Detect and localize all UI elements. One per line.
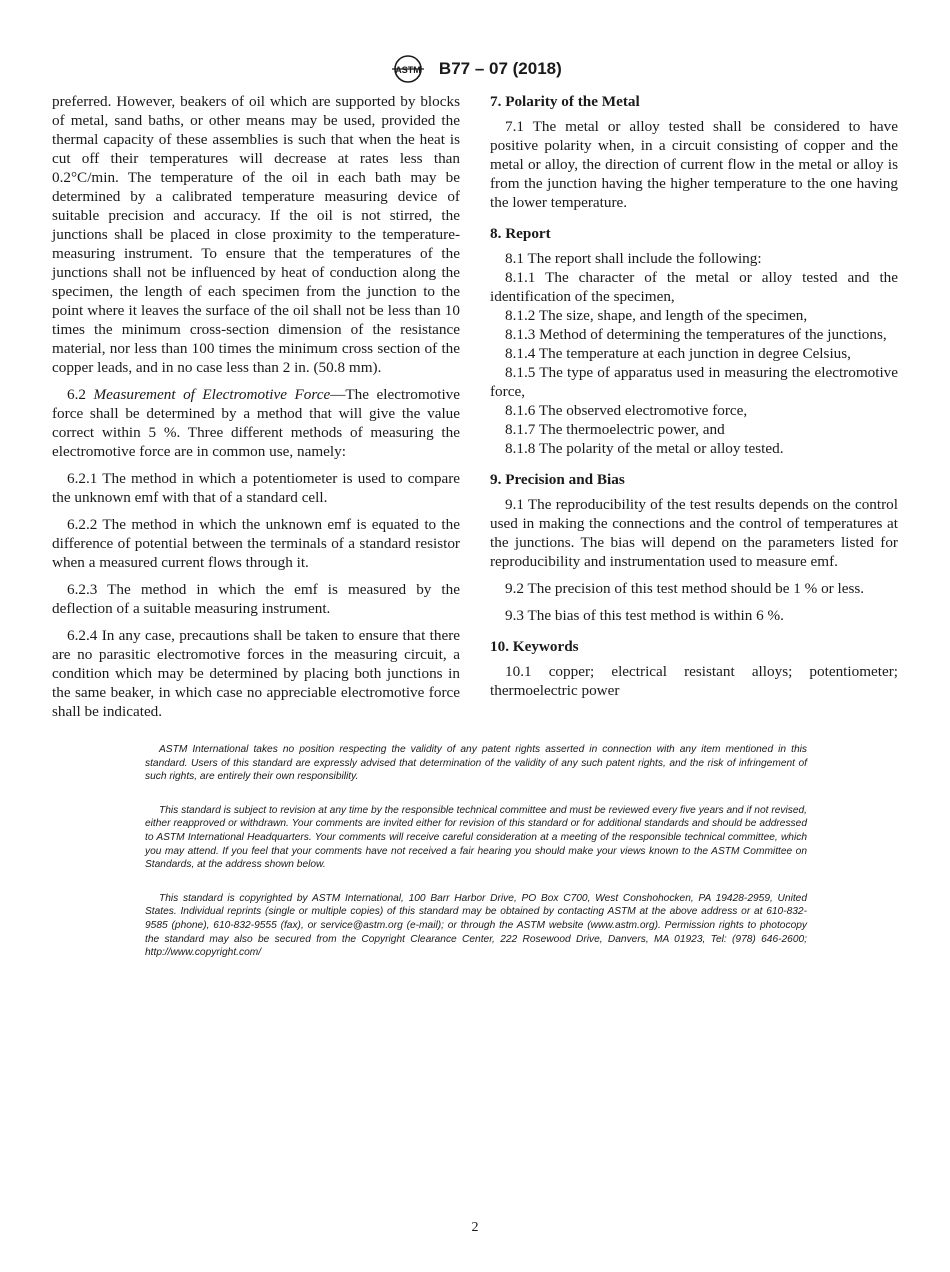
legal-footer <box>145 743 807 980</box>
section-8-1-7: 8.1.7 The thermoelectric power, and <box>505 421 725 438</box>
section-8-1: 8.1 The report shall include the following: <box>505 250 762 267</box>
section-6-2-title: Measurement of Electromotive Force <box>93 386 331 403</box>
section-8-1-8: 8.1.8 The polarity of the metal or alloy tested. <box>505 440 784 457</box>
section-9-heading: 9. Precision and Bias <box>490 471 625 488</box>
section-8-heading: 8. Report <box>490 225 551 242</box>
section-6-2-2: 6.2.2 The method in which the unknown emf is equated to the difference of potential between the terminals of a standard resistor when a measured current flows through it. <box>52 516 460 571</box>
section-10-heading: 10. Keywords <box>490 638 579 655</box>
astm-logo-text: ASTM <box>395 65 421 75</box>
section-8-1-3: 8.1.3 Method of determining the temperatures of the junctions, <box>505 326 887 343</box>
paragraph-continued: preferred. However, beakers of oil which are supported by blocks of metal, sand baths, or other means may be used, provided the thermal capacity of these assemblies is such that when the heat is cut off their temperatures will decrease at rates less than 0.2°C/min. The temperature of the oil in each bath may be determined by a calibrated temperature measuring device of suitable precision and accuracy. If the oil is not stirred, the junctions shall be placed in close proximity to the temperature-measuring instrument. To ensure that the temperatures of the junctions shall not be influenced by heat of conduction along the specimen, the length of each specimen from the junction to the point where it leaves the surface of the oil shall not be less than 10 times the minimum cross-section dimension of the resistance material, nor less than 100 times the minimum cross section of the copper leads, and in no case less than 2 in. (50.8 mm). <box>52 93 460 376</box>
section-6-2-number: 6.2 <box>67 386 86 403</box>
right-column <box>490 92 898 708</box>
section-6-2-1: 6.2.1 The method in which a potentiometer is used to compare the unknown emf with that of a standard cell. <box>52 470 460 506</box>
section-8-1-1: 8.1.1 The character of the metal or alloy tested and the identification of the specimen, <box>490 269 898 305</box>
section-6-2-3: 6.2.3 The method in which the emf is measured by the deflection of a suitable measuring instrument. <box>52 581 460 617</box>
section-9-1: 9.1 The reproducibility of the test results depends on the control used in making the connections and the control of temperatures at the junctions. The bias will depend on the parameters listed for reproducibility and instrumentation used to measure emf. <box>490 496 898 570</box>
section-8-1-5: 8.1.5 The type of apparatus used in measuring the electromotive force, <box>490 364 898 400</box>
document-designation: B77 – 07 (2018) <box>438 59 562 78</box>
section-7-1: 7.1 The metal or alloy tested shall be considered to have positive polarity when, in a circuit consisting of copper and the metal or alloy, the direction of current flow in the metal or alloy is from the junction having the higher temperature to the one having the lower temperature. <box>490 118 898 211</box>
section-10-1: 10.1 copper; electrical resistant alloys; potentiometer; thermoelectric power <box>490 663 898 699</box>
footer-patent-notice: ASTM International takes no position respecting the validity of any patent rights asserted in connection with any item mentioned in this standard. Users of this standard are expressly advised that determination of the validity of any such patent rights, and the risk of infringement of such rights, are entirely their own responsibility. <box>145 744 807 783</box>
footer-copyright-notice: This standard is copyrighted by ASTM International, 100 Barr Harbor Drive, PO Box C700, West Conshohocken, PA 19428-2959, United States. Individual reprints (single or multiple copies) of this standard may be obtained by contacting ASTM at the above address or at 610-832-9585 (phone), 610-832-9555 (fax), or service@astm.org (e-mail); or through the ASTM website (www.astm.org). Permission rights to photocopy the standard may also be secured from the Copyright Clearance Center, 222 Rosewood Drive, Danvers, MA 01923, Tel: (978) 646-2600; http://www.copyright.com/ <box>145 892 807 959</box>
section-8-1-4: 8.1.4 The temperature at each junction in degree Celsius, <box>505 345 851 362</box>
section-6-2-text: —The electromotive force shall be determined by a method that will give the value correct within 5 %. Three different methods of measuring the electromotive force are in common use, namely: <box>52 386 461 460</box>
section-6-2 <box>52 385 460 461</box>
left-column <box>52 92 460 729</box>
section-6-2-4: 6.2.4 In any case, precautions shall be taken to ensure that there are no parasitic electromotive forces in the measuring circuit, a condition which may be determined by placing both junctions in the same beaker, in which case no appreciable electromotive force shall be indicated. <box>52 627 460 720</box>
section-9-2: 9.2 The precision of this test method should be 1 % or less. <box>505 580 865 597</box>
page-number: 2 <box>471 1220 479 1235</box>
section-7-heading: 7. Polarity of the Metal <box>490 93 640 110</box>
page-header <box>0 54 950 84</box>
footer-revision-notice: This standard is subject to revision at any time by the responsible technical committee and must be reviewed every five years and if not revised, either reapproved or withdrawn. Your comments are invited either for revision of this standard or for additional standards and should be addressed to ASTM International Headquarters. Your comments will receive careful consideration at a meeting of the responsible technical committee, which you may attend. If you feel that your comments have not received a fair hearing you should make your views known to the ASTM Committee on Standards, at the address shown below. <box>145 804 807 871</box>
section-8-1-6: 8.1.6 The observed electromotive force, <box>505 402 748 419</box>
section-9-3: 9.3 The bias of this test method is within 6 %. <box>505 607 784 624</box>
section-8-1-2: 8.1.2 The size, shape, and length of the specimen, <box>505 307 808 324</box>
astm-logo-icon <box>388 54 428 84</box>
